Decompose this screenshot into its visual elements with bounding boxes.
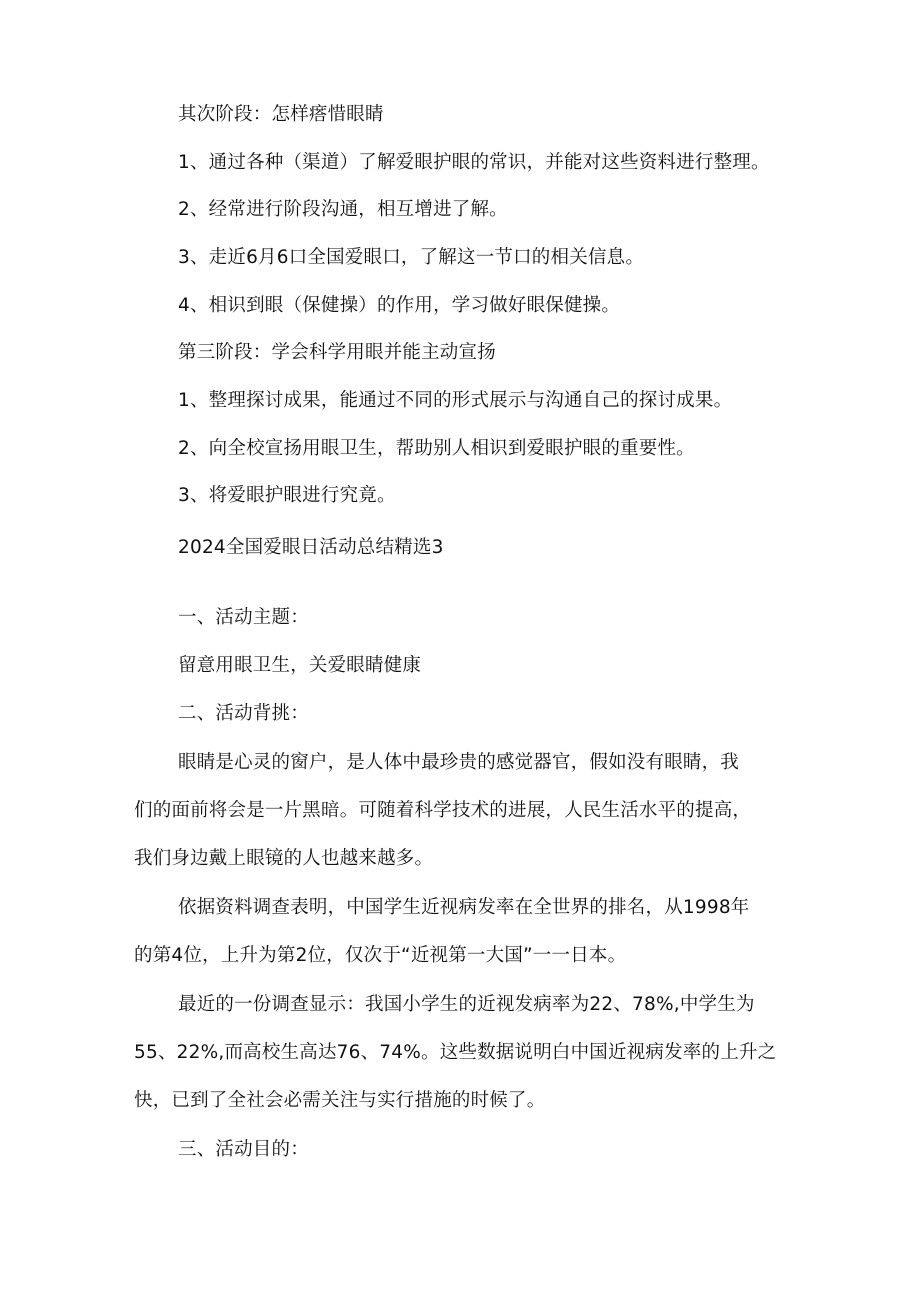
- section-heading: 三、活动目的：: [178, 1139, 309, 1160]
- section-heading: 一、活动主题：: [178, 607, 309, 628]
- article-title: 2024全国爱眼日活动总结精选3: [178, 537, 444, 558]
- list-item: 1、整理探讨成果，能通过不同的形式展示与沟通自己的探讨成果。: [178, 390, 733, 411]
- paragraph-line: 眼睛是心灵的窗户，是人体中最珍贵的感觉器官，假如没有眼睛，我: [178, 752, 740, 773]
- section-heading: 二、活动背挑：: [178, 703, 309, 724]
- paragraph-line: 最近的一份调查显示：我国小学生的近视发病率为22、78%,中学生为: [178, 994, 755, 1015]
- list-item: 2、向全校宣扬用眼卫生，帮助别人相识到爱眼护眼的重要性。: [178, 438, 695, 459]
- list-item: 2、经常进行阶段沟通，相互增进了解。: [178, 199, 508, 220]
- paragraph-line: 我们身边戴上眼镜的人也越来越多。: [134, 848, 434, 869]
- list-item: 4、相识到眼（保健操）的作用，学习做好眼保健操。: [178, 295, 621, 316]
- paragraph-line: 们的面前将会是一片黑暗。可随着科学技术的进展，人民生活水平的提高，: [134, 800, 752, 821]
- section-heading: 第三阶段：学会科学用眼并能主动宣扬: [178, 342, 496, 363]
- list-item: 1、通过各种（渠道）了解爱眼护眼的常识，并能对这些资料进行整理。: [178, 152, 770, 173]
- paragraph-line: 55、22%,而高校生高达76、74%。这些数据说明白中国近视病发率的上升之: [134, 1042, 777, 1063]
- section-heading: 其次阶段：怎样瘩惜眼睛: [178, 104, 384, 125]
- paragraph-line: 依据资料调查表明，中国学生近视病发率在全世界的排名，从1998年: [178, 897, 750, 918]
- paragraph-line: 快，已到了全社会必需关注与实行措施的时候了。: [134, 1090, 546, 1111]
- list-item: 3、走近6月6口全国爱眼口，了解这一节口的相关信息。: [178, 247, 645, 268]
- paragraph-line: 留意用眼卫生，关爱眼睛健康: [178, 655, 422, 676]
- list-item: 3、将爱眼护眼进行究竟。: [178, 485, 396, 506]
- paragraph-line: 的第4位，上升为第2位，仅次于“近视第一大国”一一日本。: [134, 945, 627, 966]
